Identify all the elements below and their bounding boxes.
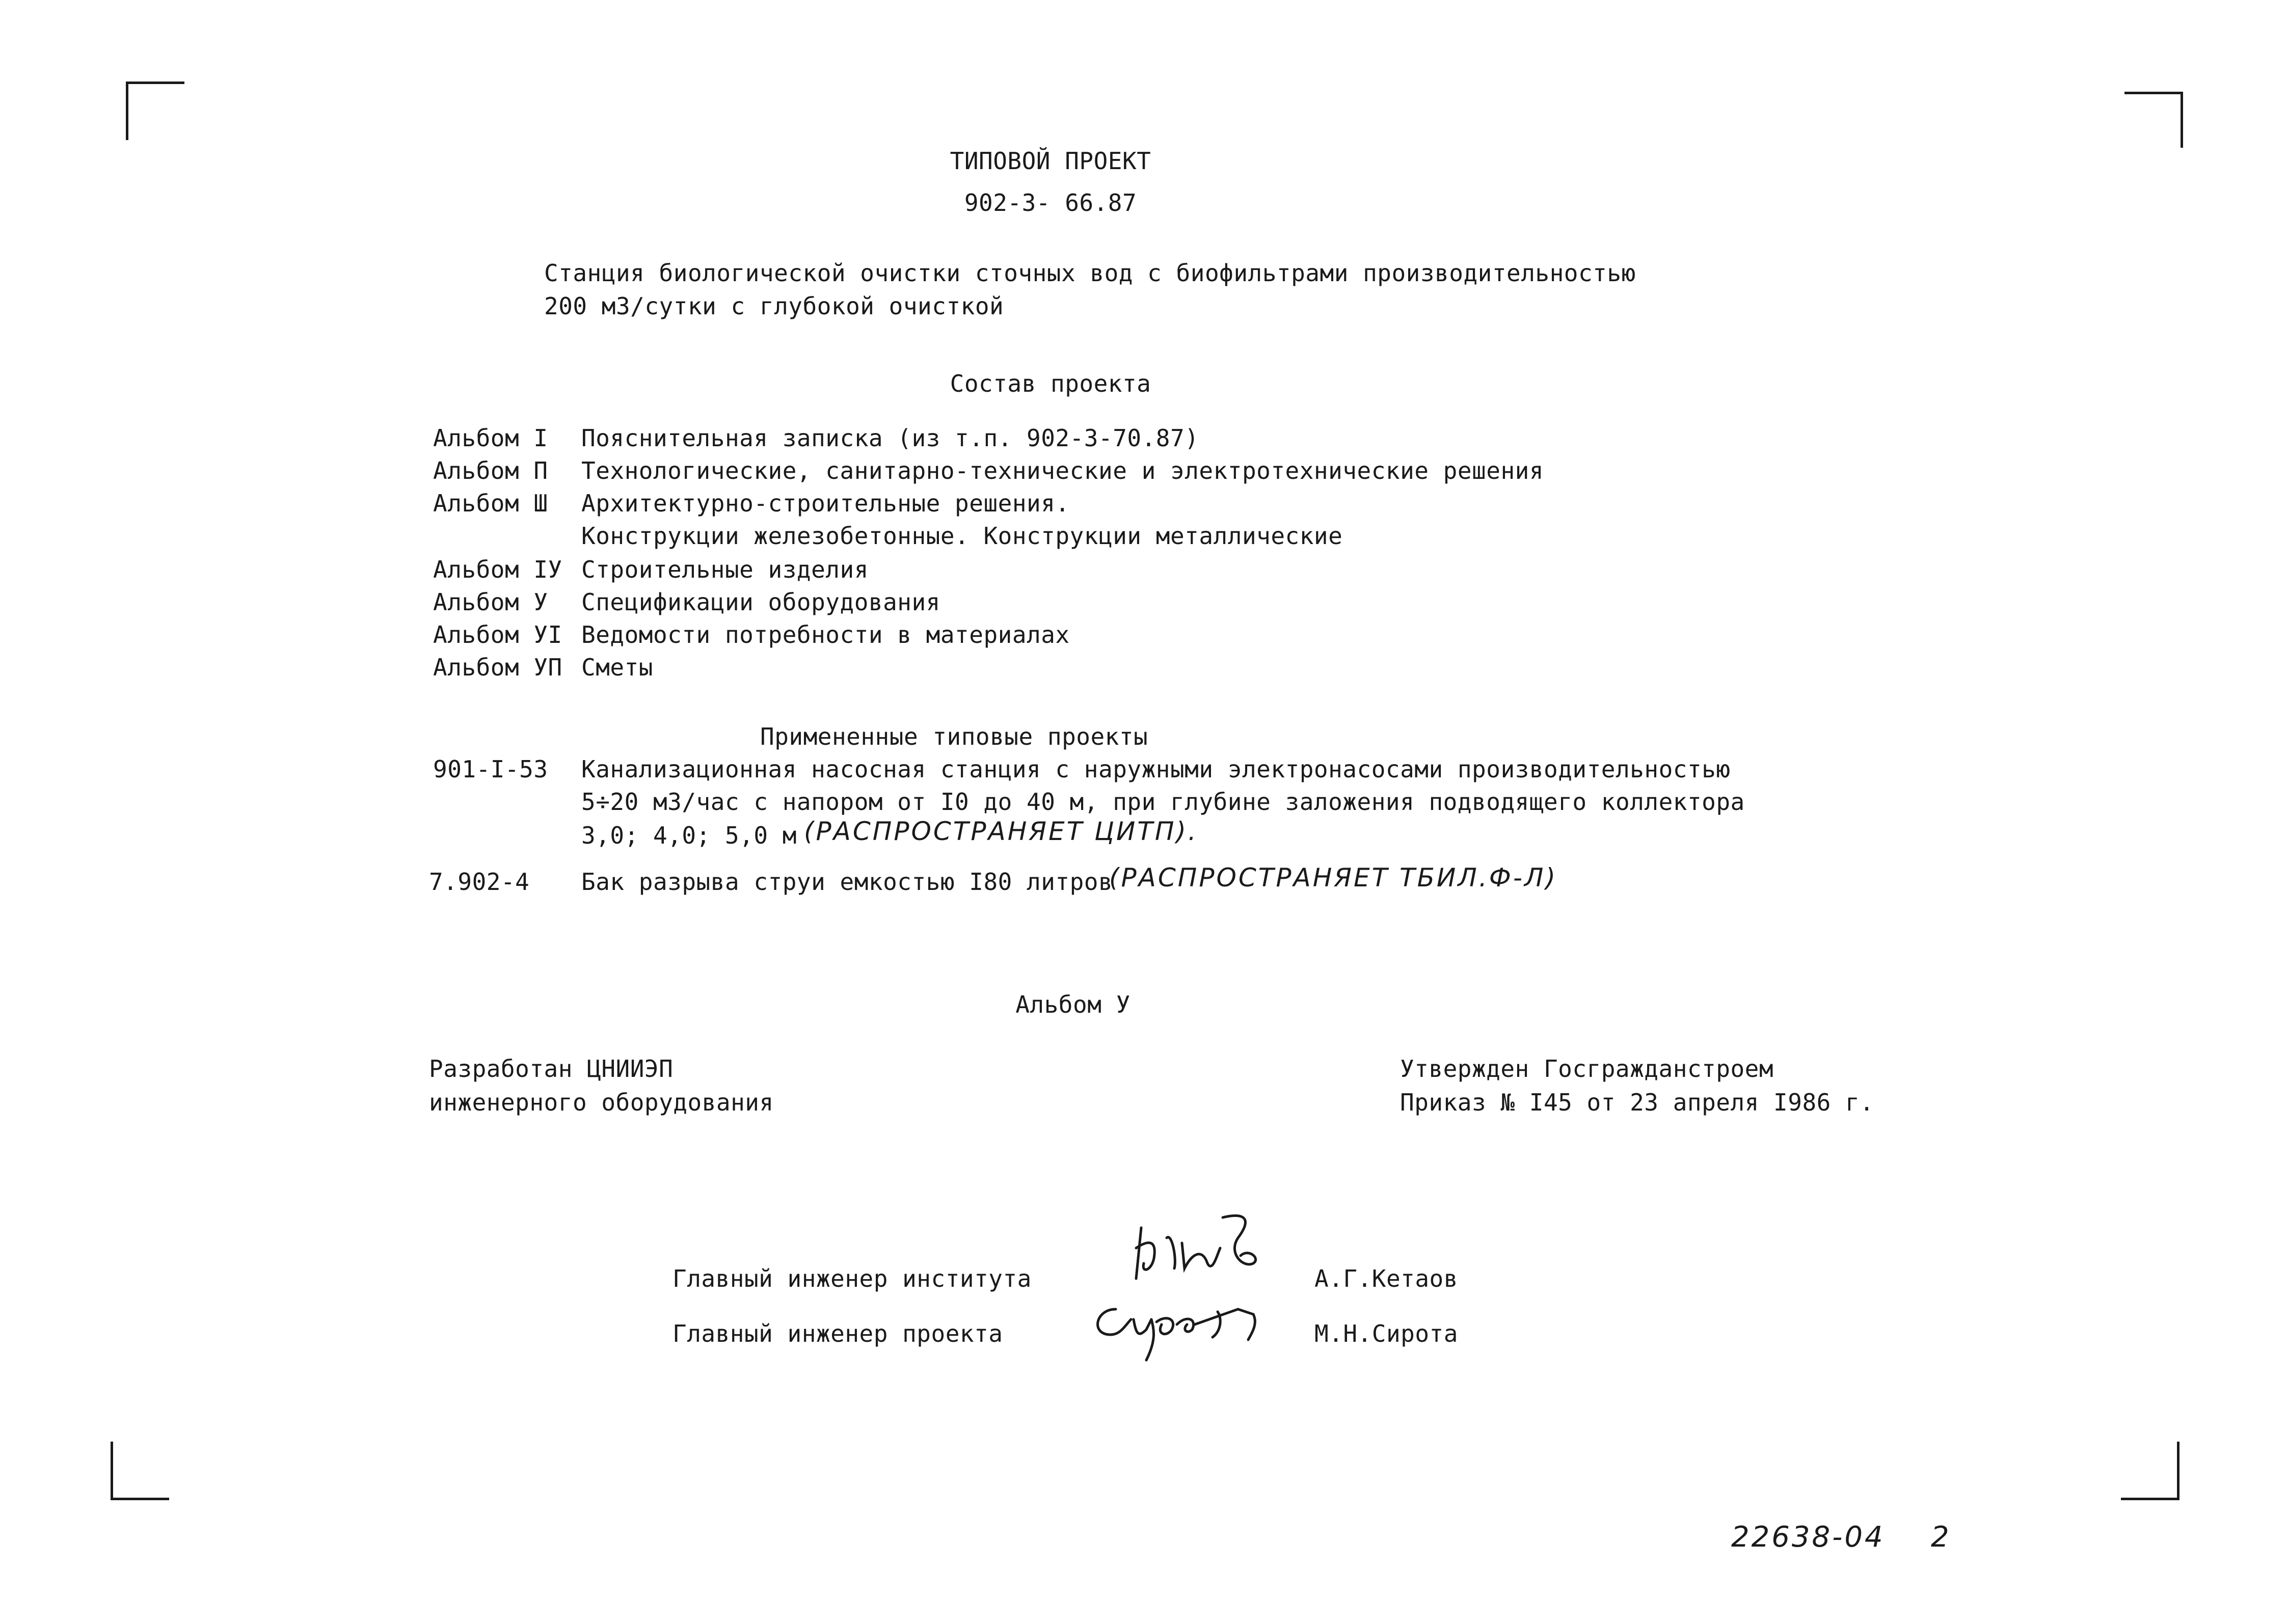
applied-project-text: 3,0; 4,0; 5,0 м xyxy=(581,822,797,849)
handwritten-distribution-note: (РАСПРОСТРАНЯЕТ ТБИЛ.Ф-Л) xyxy=(1109,863,1557,892)
handwritten-signature-ketaov xyxy=(1126,1207,1279,1289)
composition-heading: Состав проекта xyxy=(950,370,1151,397)
album-text: Сметы xyxy=(581,654,653,681)
album-text: Технологические, санитарно-технические и электротехнические решения xyxy=(581,457,1544,484)
inventory-number: 22638-04 xyxy=(1731,1521,1885,1554)
corner-mark-top-left-v xyxy=(126,82,128,140)
corner-mark-top-right-v xyxy=(2181,92,2183,148)
corner-mark-bottom-right-h xyxy=(2121,1498,2180,1500)
album-text: Архитектурно-строительные решения. xyxy=(581,490,1070,517)
album-label: Альбом У xyxy=(433,588,548,616)
applied-project-code: 7.902-4 xyxy=(429,868,530,896)
handwritten-signature-sirota xyxy=(1085,1294,1289,1370)
album-label-center: Альбом У xyxy=(1015,991,1131,1018)
document-title: ТИПОВОЙ ПРОЕКТ xyxy=(950,147,1151,175)
description-line-2: 200 м3/сутки с глубокой очисткой xyxy=(544,292,1004,320)
corner-mark-bottom-left-v xyxy=(111,1442,113,1500)
album-label: Альбом I xyxy=(433,424,548,452)
approval-line-1: Утвержден Госгражданстроем xyxy=(1400,1055,1774,1082)
corner-mark-top-right-h xyxy=(2124,92,2183,94)
album-label: Альбом П xyxy=(433,457,548,484)
album-label: Альбом Ш xyxy=(433,490,548,517)
applied-project-code: 901-I-53 xyxy=(433,755,548,783)
description-line-1: Станция биологической очистки сточных вод с биофильтрами производительностью xyxy=(544,259,1636,287)
page-number: 2 xyxy=(1931,1521,1951,1554)
album-text: Ведомости потребности в материалах xyxy=(581,621,1070,648)
album-text: Строительные изделия xyxy=(581,556,869,583)
corner-mark-bottom-right-v xyxy=(2177,1442,2180,1500)
album-label: Альбом IУ xyxy=(433,556,562,583)
applied-projects-heading: Примененные типовые проекты xyxy=(760,723,1148,750)
approval-line-2: Приказ № I45 от 23 апреля I986 г. xyxy=(1400,1089,1874,1116)
album-text: Пояснительная записка (из т.п. 902-3-70.87) xyxy=(581,424,1199,452)
signature-name: А.Г.Кетаов xyxy=(1314,1265,1458,1292)
applied-project-text: 5÷20 м3/час с напором от I0 до 40 м, при глубине заложения подводящего коллектора xyxy=(581,788,1745,816)
album-text: Спецификации оборудования xyxy=(581,588,940,616)
developer-line-1: Разработан ЦНИИЭП xyxy=(429,1055,674,1082)
signature-name: М.Н.Сирота xyxy=(1314,1320,1458,1347)
corner-mark-bottom-left-h xyxy=(111,1498,169,1500)
project-number: 902-3- 66.87 xyxy=(964,189,1137,216)
album-label: Альбом УI xyxy=(433,621,562,648)
album-label: Альбом УП xyxy=(433,654,562,681)
signature-role: Главный инженер проекта xyxy=(672,1320,1003,1347)
corner-mark-top-left-h xyxy=(126,82,184,84)
handwritten-distribution-note: (РАСПРОСТРАНЯЕТ ЦИТП). xyxy=(804,817,1198,846)
applied-project-text: Канализационная насосная станция с наружными электронасосами производительностью xyxy=(581,755,1731,783)
signature-role: Главный инженер института xyxy=(672,1265,1032,1292)
album-text: Конструкции железобетонные. Конструкции металлические xyxy=(581,522,1343,550)
developer-line-2: инженерного оборудования xyxy=(429,1089,774,1116)
applied-project-text: Бак разрыва струи емкостью I80 литров xyxy=(581,868,1113,896)
